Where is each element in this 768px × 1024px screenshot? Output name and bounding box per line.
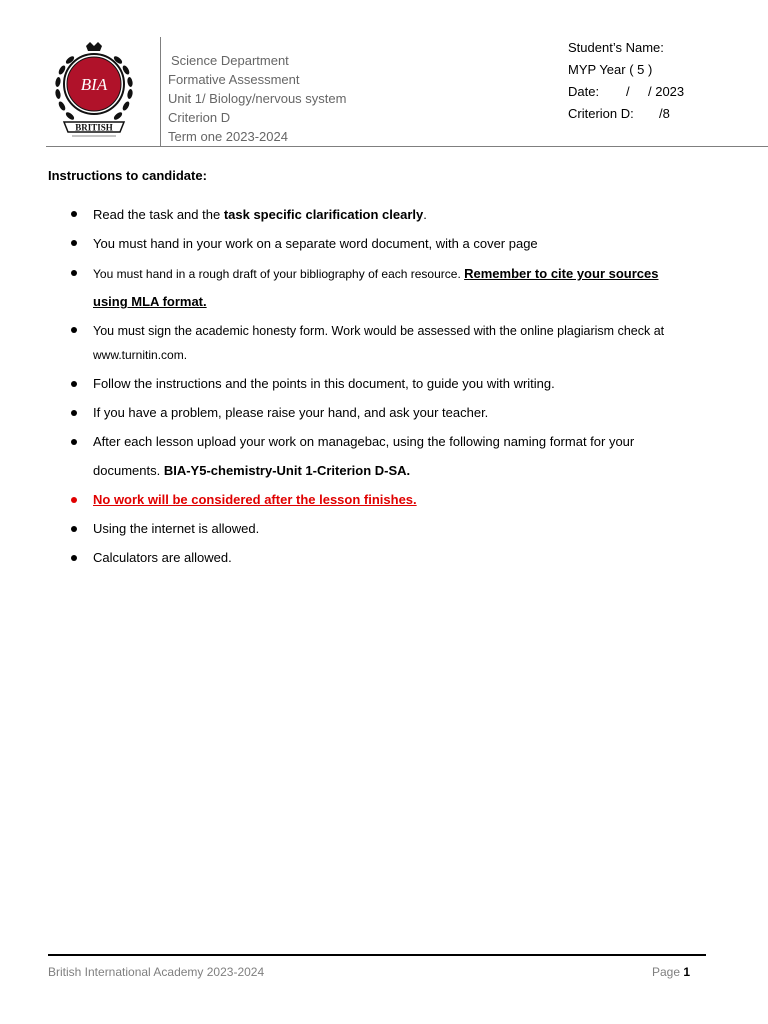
criterion-score: /8 [659, 106, 670, 121]
date-separator: / [626, 84, 630, 99]
bullet-icon [71, 439, 77, 445]
criterion-label: Criterion D: [568, 106, 634, 121]
footer-academy: British International Academy 2023-2024 [48, 965, 265, 979]
bullet-icon [71, 381, 77, 387]
bullet-icon [71, 526, 77, 532]
item-text: Using the internet is allowed. [93, 521, 260, 536]
assessment-type: Formative Assessment [168, 72, 300, 87]
header-divider-vertical [160, 37, 161, 147]
item-text: You must hand in your work on a separate word document, with a cover page [93, 236, 538, 251]
bullet-icon [71, 410, 77, 416]
header-divider-horizontal [46, 146, 768, 147]
item-text-bold: using MLA format. [93, 294, 207, 309]
item-text-bold: task specific clarification clearly [223, 207, 424, 222]
item-text: Calculators are allowed. [93, 550, 232, 565]
bullet-icon [71, 555, 77, 561]
svg-text:BRITISH: BRITISH [75, 122, 113, 133]
myp-year: MYP Year ( 5 ) [568, 62, 653, 77]
item-text: Read the task and the [93, 207, 224, 222]
bullet-icon [71, 497, 77, 503]
bullet-icon [71, 270, 77, 276]
unit-name: Unit 1/ Biology/nervous system [168, 91, 347, 106]
student-name-label: Student’s Name: [568, 40, 664, 55]
item-text: You must sign the academic honesty form. Work would be assessed with the online plagiarism check at [93, 324, 665, 338]
page-label: Page [652, 965, 684, 979]
bullet-icon [71, 211, 77, 217]
svg-text:BIA: BIA [80, 75, 108, 94]
item-text: Follow the instructions and the points in this document, to guide you with writing. [93, 376, 555, 391]
term-name: Term one 2023-2024 [168, 129, 288, 144]
item-text: documents. [93, 463, 164, 478]
item-text-bold: BIA-Y5-chemistry-Unit 1-Criterion D-SA. [163, 463, 411, 478]
date-year: / 2023 [648, 84, 685, 99]
bullet-icon [71, 240, 77, 246]
department-name: Science Department [171, 53, 289, 68]
item-text: www.turnitin.com. [93, 348, 188, 362]
date-label: Date: [568, 84, 600, 99]
page-number-value: 1 [683, 965, 691, 979]
page-number [652, 965, 690, 979]
bullet-icon [71, 327, 77, 333]
item-text-bold: Remember to cite your sources [464, 266, 659, 281]
student-info [568, 37, 684, 125]
criterion-name: Criterion D [168, 110, 231, 125]
instructions-title: Instructions to candidate: [48, 168, 207, 183]
item-text: After each lesson upload your work on managebac, using the following naming format for your [93, 434, 635, 449]
item-text: If you have a problem, please raise your hand, and ask your teacher. [93, 405, 489, 420]
school-crest-icon [50, 40, 138, 138]
footer-divider [48, 954, 706, 956]
item-text: . [423, 207, 427, 222]
warning-text: No work will be considered after the lesson finishes. [93, 492, 417, 507]
department-info [168, 51, 346, 146]
item-text: You must hand in a rough draft of your bibliography of each resource. [93, 267, 465, 281]
